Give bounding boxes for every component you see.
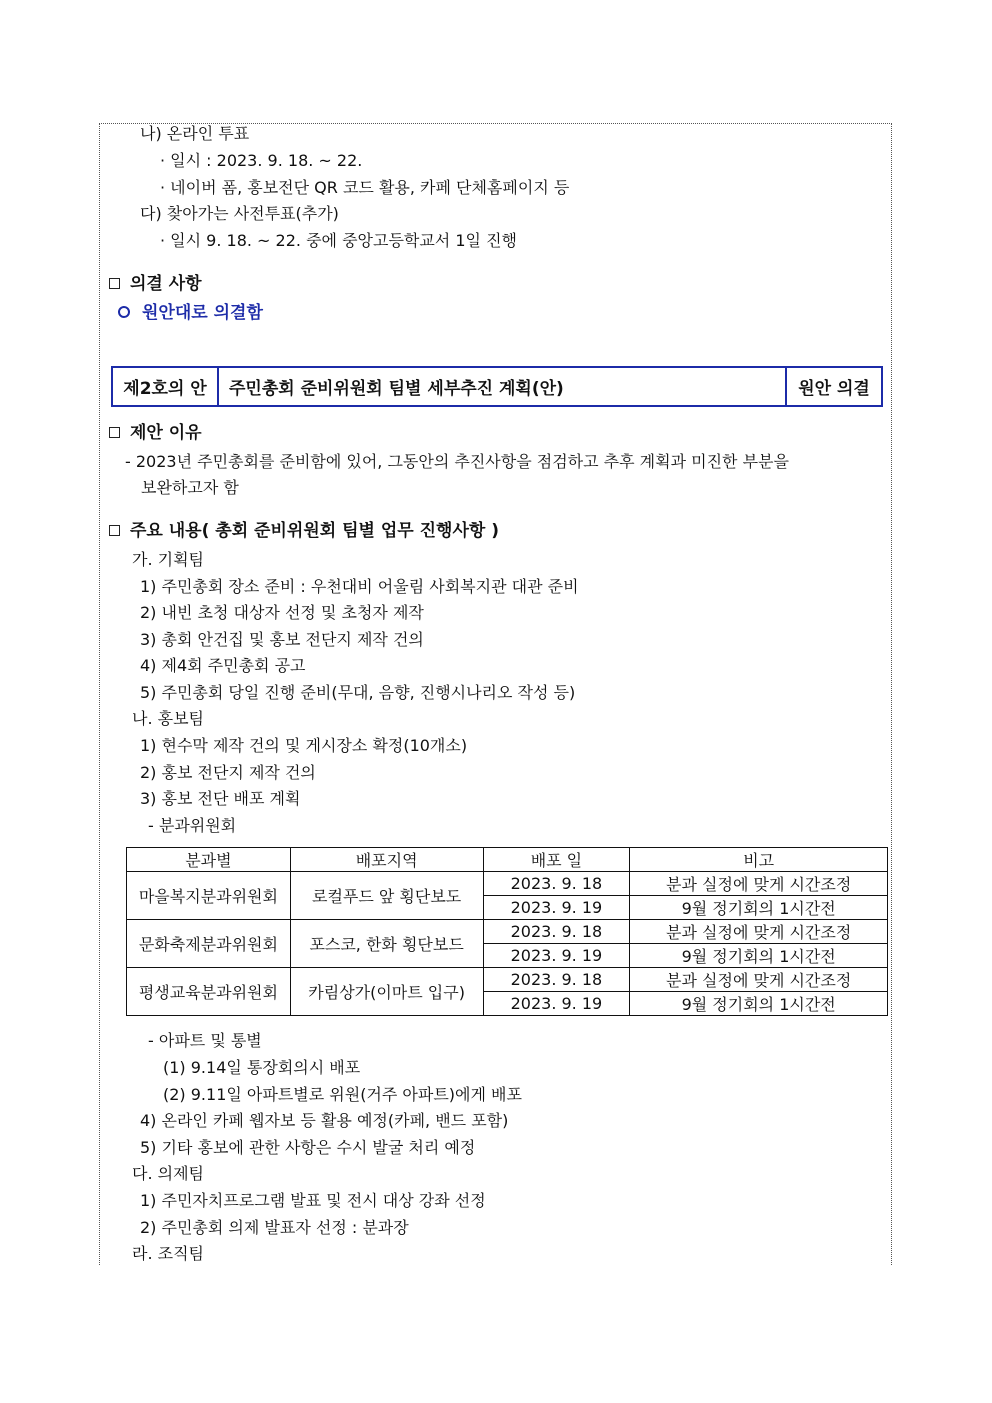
date-cell: 2023. 9. 19 (483, 992, 630, 1016)
visiting-vote-heading: 다) 찾아가는 사전투표(추가) (140, 204, 339, 223)
distribution-table (126, 847, 888, 1016)
note-cell: 분과 실정에 맞게 시간조정 (630, 968, 888, 992)
committee-cell: 평생교육분과위원회 (127, 968, 291, 1016)
main-content-heading-text: 주요 내용( 총회 준비위원회 팀별 업무 진행사항 ) (130, 521, 499, 541)
table-row (127, 920, 888, 944)
planning-item: 2) 내빈 초청 대상자 선정 및 초청자 제작 (140, 603, 424, 622)
area-cell: 로컬푸드 앞 횡단보도 (290, 872, 483, 920)
note-cell: 9월 정기회의 1시간전 (630, 992, 888, 1016)
table-row (127, 968, 888, 992)
table-header-cell: 분과별 (127, 848, 291, 872)
planning-item: 4) 제4회 주민총회 공고 (140, 656, 306, 675)
committee-cell: 마을복지분과위원회 (127, 872, 291, 920)
note-cell: 분과 실정에 맞게 시간조정 (630, 920, 888, 944)
planning-item: 3) 총회 안건집 및 홍보 전단지 제작 건의 (140, 630, 424, 649)
agenda-team-item: 1) 주민자치프로그램 발표 및 전시 대상 강좌 선정 (140, 1191, 486, 1210)
proposal-reason-heading (109, 421, 202, 445)
online-vote-date: · 일시 : 2023. 9. 18. ~ 22. (160, 151, 363, 170)
apartment-item: (1) 9.14일 통장회의시 배포 (163, 1058, 361, 1077)
table-header-cell: 배포지역 (290, 848, 483, 872)
date-cell: 2023. 9. 19 (483, 944, 630, 968)
date-cell: 2023. 9. 18 (483, 872, 630, 896)
area-cell: 카림상가(이마트 입구) (290, 968, 483, 1016)
proposal-reason-line2: 보완하고자 함 (141, 478, 239, 497)
pr-item: 1) 현수막 제작 건의 및 게시장소 확정(10개소) (140, 736, 468, 755)
main-content-heading (109, 519, 499, 543)
agenda-team-item: 2) 주민총회 의제 발표자 선정 : 분과장 (140, 1218, 409, 1237)
table-header-cell: 배포 일 (483, 848, 630, 872)
pr-item: 5) 기타 홍보에 관한 사항은 수시 발굴 처리 예정 (140, 1138, 476, 1157)
planning-item: 5) 주민총회 당일 진행 준비(무대, 음향, 진행시나리오 작성 등) (140, 683, 576, 702)
proposal-reason-heading-text: 제안 이유 (130, 423, 202, 443)
note-cell: 9월 정기회의 1시간전 (630, 944, 888, 968)
proposal-reason-line1: - 2023년 주민총회를 준비함에 있어, 그동안의 추진사항을 점검하고 추후 계획과 미진한 부분을 (125, 452, 789, 471)
agenda-title: 주민총회 준비위원회 팀별 세부추진 계획(안) (219, 368, 787, 405)
note-cell: 9월 정기회의 1시간전 (630, 896, 888, 920)
circle-bullet-icon (118, 306, 130, 318)
note-cell: 분과 실정에 맞게 시간조정 (630, 872, 888, 896)
area-cell: 포스코, 한화 횡단보드 (290, 920, 483, 968)
pr-team-title: 나. 홍보팀 (132, 709, 204, 728)
pr-item: 2) 홍보 전단지 제작 건의 (140, 763, 316, 782)
resolution-heading (109, 272, 202, 296)
checkbox-square-icon (109, 525, 120, 536)
pr-item: 4) 온라인 카페 웹자보 등 활용 예정(카페, 밴드 포함) (140, 1111, 509, 1130)
online-vote-methods: · 네이버 폼, 홍보전단 QR 코드 활용, 카페 단체홈페이지 등 (160, 178, 570, 197)
date-cell: 2023. 9. 19 (483, 896, 630, 920)
committee-cell: 문화축제분과위원회 (127, 920, 291, 968)
agenda-result: 원안 의결 (798, 379, 870, 399)
agenda-box (111, 366, 883, 407)
date-cell: 2023. 9. 18 (483, 968, 630, 992)
agenda-number: 제2호의 안 (113, 368, 219, 405)
planning-item: 1) 주민총회 장소 준비 : 우천대비 어울림 사회복지관 대관 준비 (140, 577, 579, 596)
date-cell: 2023. 9. 18 (483, 920, 630, 944)
agenda-team-title: 다. 의제팀 (132, 1164, 204, 1183)
visiting-vote-date: · 일시 9. 18. ~ 22. 중에 중앙고등학교서 1일 진행 (160, 231, 517, 250)
online-vote-heading: 나) 온라인 투표 (140, 124, 250, 143)
table-row (127, 872, 888, 896)
org-team-title: 라. 조직팀 (132, 1244, 204, 1263)
apartment-label: - 아파트 및 통별 (148, 1031, 262, 1050)
resolution-result-text: 원안대로 의결함 (142, 303, 263, 323)
checkbox-square-icon (109, 427, 120, 438)
planning-team-title: 가. 기획팀 (132, 550, 204, 569)
pr-item: 3) 홍보 전단 배포 계획 (140, 789, 301, 808)
table-header-row (127, 848, 888, 872)
apartment-item: (2) 9.11일 아파트별로 위원(거주 아파트)에게 배포 (163, 1085, 522, 1104)
resolution-heading-text: 의결 사항 (130, 274, 202, 294)
checkbox-square-icon (109, 278, 120, 289)
table-header-cell: 비고 (630, 848, 888, 872)
resolution-result (118, 301, 263, 325)
subcommittee-label: - 분과위원회 (148, 816, 237, 835)
